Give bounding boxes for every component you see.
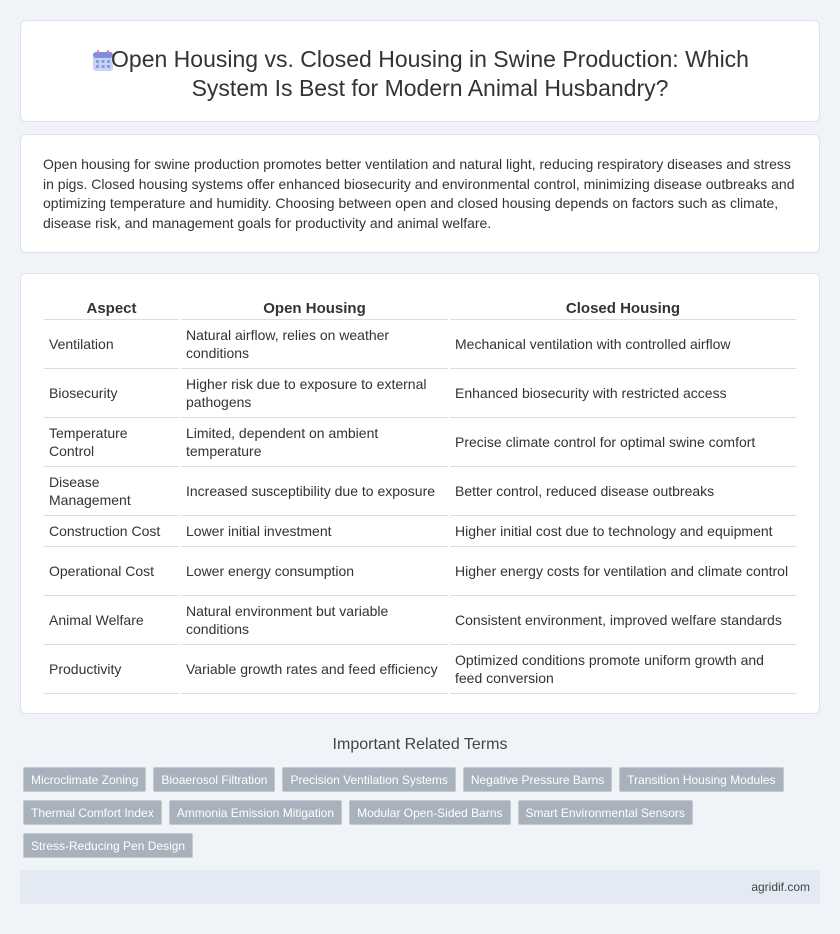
cell-closed: Mechanical ventilation with controlled airflow xyxy=(450,320,796,369)
cell-aspect: Biosecurity xyxy=(44,369,179,418)
related-term-tag[interactable]: Ammonia Emission Mitigation xyxy=(169,800,342,825)
cell-closed: Precise climate control for optimal swine comfort xyxy=(450,418,796,467)
cell-open: Variable growth rates and feed efficiency xyxy=(181,645,448,694)
cell-open: Natural airflow, relies on weather conditions xyxy=(181,320,448,369)
cell-aspect: Operational Cost xyxy=(44,547,179,596)
header-closed-housing: Closed Housing xyxy=(450,292,796,320)
cell-closed: Consistent environment, improved welfare standards xyxy=(450,596,796,645)
cell-aspect: Temperature Control xyxy=(44,418,179,467)
table-row xyxy=(44,547,796,596)
table-row xyxy=(44,467,796,516)
table-header-row xyxy=(44,292,796,320)
footer xyxy=(20,870,820,904)
header-open-housing: Open Housing xyxy=(181,292,448,320)
page-title: Open Housing vs. Closed Housing in Swine Production: Which System Is Best for Modern Animal Husbandry? xyxy=(111,46,749,101)
cell-open: Lower initial investment xyxy=(181,516,448,547)
related-term-tag[interactable]: Transition Housing Modules xyxy=(619,767,783,792)
table-row xyxy=(44,596,796,645)
comparison-card xyxy=(20,273,820,714)
cell-closed: Better control, reduced disease outbreaks xyxy=(450,467,796,516)
table-row xyxy=(44,369,796,418)
header-aspect: Aspect xyxy=(44,292,179,320)
related-terms-heading: Important Related Terms xyxy=(332,736,508,753)
cell-open: Higher risk due to exposure to external pathogens xyxy=(181,369,448,418)
cell-aspect: Productivity xyxy=(44,645,179,694)
cell-aspect: Animal Welfare xyxy=(44,596,179,645)
related-term-tag[interactable]: Modular Open-Sided Barns xyxy=(349,800,510,825)
related-term-tag[interactable]: Stress-Reducing Pen Design xyxy=(23,833,193,858)
intro-paragraph: Open housing for swine production promotes better ventilation and natural light, reducing respiratory diseases and stress in pigs. Closed housing systems offer enhanced biosecurity and environmental control, minimizing disease outbreaks and optimizing temperature and humidity. Choosing between open and closed housing depends on factors such as climate, disease risk, and management goals for productivity and animal welfare. xyxy=(43,156,795,231)
intro-card xyxy=(20,134,820,253)
cell-open: Lower energy consumption xyxy=(181,547,448,596)
cell-open: Natural environment but variable conditions xyxy=(181,596,448,645)
cell-closed: Enhanced biosecurity with restricted access xyxy=(450,369,796,418)
comparison-table xyxy=(42,292,798,694)
related-term-tag[interactable]: Smart Environmental Sensors xyxy=(518,800,693,825)
cell-closed: Higher initial cost due to technology and equipment xyxy=(450,516,796,547)
related-term-tag[interactable]: Microclimate Zoning xyxy=(23,767,146,792)
cell-aspect: Construction Cost xyxy=(44,516,179,547)
table-row xyxy=(44,516,796,547)
cell-aspect: Ventilation xyxy=(44,320,179,369)
cell-aspect: Disease Management xyxy=(44,467,179,516)
site-link[interactable]: agridif.com xyxy=(751,880,810,894)
cell-open: Increased susceptibility due to exposure xyxy=(181,467,448,516)
related-term-tag[interactable]: Negative Pressure Barns xyxy=(463,767,612,792)
related-terms-list xyxy=(23,767,803,858)
table-row xyxy=(44,320,796,369)
cell-open: Limited, dependent on ambient temperature xyxy=(181,418,448,467)
table-row xyxy=(44,418,796,467)
related-term-tag[interactable]: Thermal Comfort Index xyxy=(23,800,162,825)
related-term-tag[interactable]: Precision Ventilation Systems xyxy=(282,767,455,792)
title-card xyxy=(20,20,820,122)
cell-closed: Optimized conditions promote uniform growth and feed conversion xyxy=(450,645,796,694)
cell-closed: Higher energy costs for ventilation and climate control xyxy=(450,547,796,596)
table-row xyxy=(44,645,796,694)
related-term-tag[interactable]: Bioaerosol Filtration xyxy=(153,767,275,792)
